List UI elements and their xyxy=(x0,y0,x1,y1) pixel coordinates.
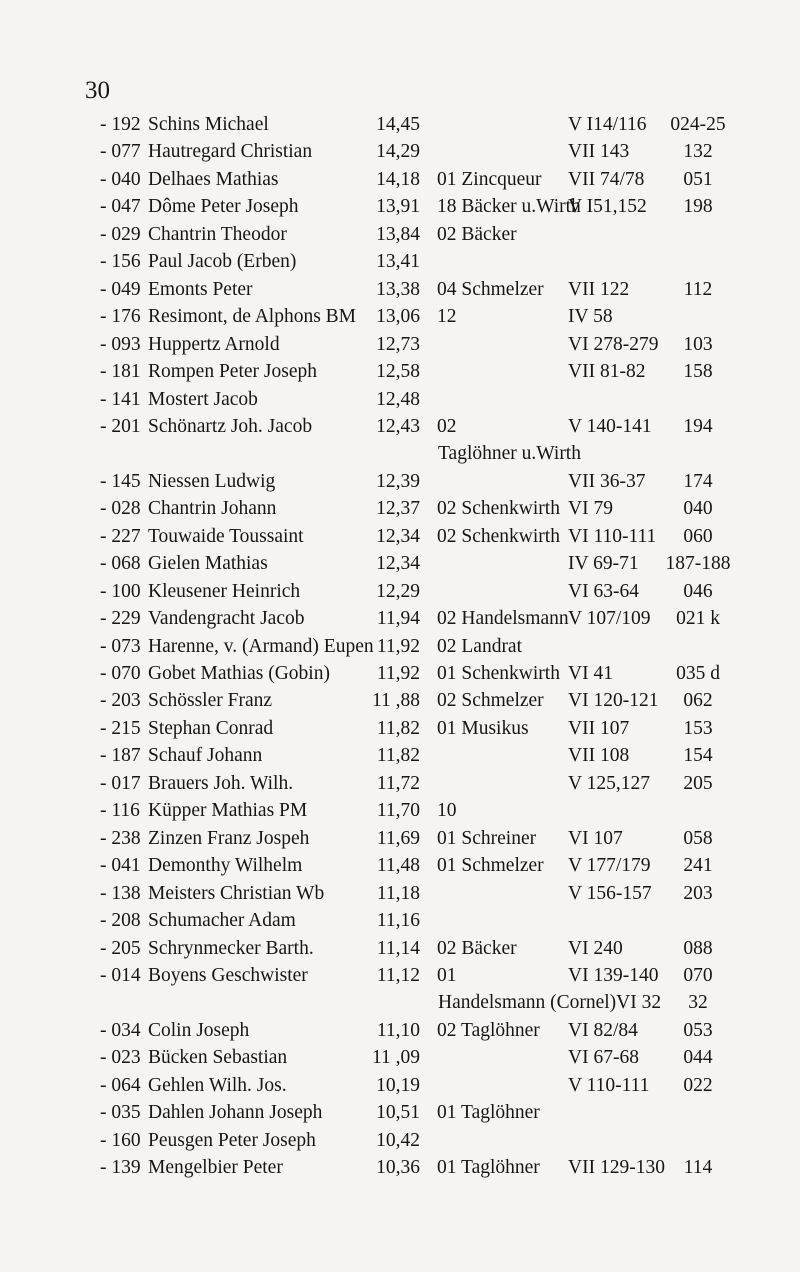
entry-value: 10,19 xyxy=(376,1074,420,1096)
entry-reference: VI 110-111 xyxy=(568,525,657,547)
entry-reference: VI 107 xyxy=(568,827,623,849)
entry-value: 12,34 xyxy=(376,553,420,575)
entry-occupation: 02 Schenkwirth xyxy=(437,525,560,547)
entry-reference: VI 139-140 xyxy=(568,964,659,986)
entry-name: Mengelbier Peter xyxy=(148,1157,283,1179)
entry-value: 12,58 xyxy=(376,361,420,383)
entry-number: - 064 xyxy=(100,1074,141,1096)
entry-code: 070 xyxy=(683,964,713,986)
entry-occupation: 18 Bäcker u.Wirth xyxy=(437,196,581,218)
entry-reference: V I14/116 xyxy=(568,114,647,135)
entry-occupation: 02 Landrat xyxy=(437,635,523,657)
entry-note: Taglöhner u.Wirth xyxy=(438,443,581,465)
entry-name: Harenne, v. (Armand) Eupen xyxy=(148,635,374,657)
entry-number: - 049 xyxy=(100,278,141,300)
entry-reference: VII 129-130 xyxy=(568,1157,665,1179)
entry-name: Niessen Ludwig xyxy=(148,470,276,492)
entry-reference: IV 69-71 xyxy=(568,553,639,575)
entry-number: - 192 xyxy=(100,114,141,135)
entry-code: 051 xyxy=(683,168,713,190)
entry-reference: VII 74/78 xyxy=(568,168,645,190)
entry-value: 10,36 xyxy=(376,1157,420,1179)
entry-reference: V 156-157 xyxy=(568,882,652,904)
entry-name: Touwaide Toussaint xyxy=(148,525,304,547)
entry-value: 11,14 xyxy=(376,937,420,959)
entry-occupation: 01 Musikus xyxy=(437,717,529,739)
entry-occupation: 10 xyxy=(437,800,457,822)
entry-number: - 208 xyxy=(100,910,141,932)
entry-number: - 077 xyxy=(100,141,141,163)
entry-value: 12,34 xyxy=(376,525,420,547)
entry-name: Delhaes Mathias xyxy=(148,168,279,190)
entry-row xyxy=(0,852,800,879)
entry-number: - 156 xyxy=(100,251,141,273)
entry-note: Handelsmann (Cornel)VI 32 xyxy=(438,992,662,1014)
entry-row xyxy=(0,550,800,577)
entry-row xyxy=(0,1127,800,1154)
entry-code: 194 xyxy=(683,415,713,437)
entry-value: 11,82 xyxy=(376,745,420,767)
entry-name: Gehlen Wilh. Jos. xyxy=(148,1074,287,1096)
entry-value: 11,10 xyxy=(376,1019,420,1041)
entry-code: 035 d xyxy=(676,663,720,684)
entry-value: 11,72 xyxy=(376,772,420,794)
entry-reference: VI 278-279 xyxy=(568,333,659,355)
entry-number: - 229 xyxy=(100,608,141,630)
entry-name: Schönartz Joh. Jacob xyxy=(148,415,313,437)
entry-row xyxy=(0,633,800,660)
entry-value: 13,91 xyxy=(376,196,420,218)
entry-number: - 203 xyxy=(100,690,141,712)
entry-occupation: 02 Bäcker xyxy=(437,937,517,959)
entry-row xyxy=(0,880,800,907)
entry-continuation-row xyxy=(0,989,800,1016)
entry-row xyxy=(0,1017,800,1044)
entry-reference: V 110-111 xyxy=(568,1074,650,1096)
entry-occupation: 02 Schenkwirth xyxy=(437,498,560,520)
entry-number: - 116 xyxy=(100,800,140,822)
entry-code: 154 xyxy=(683,745,713,767)
entry-number: - 141 xyxy=(100,388,141,410)
entry-occupation: 01 Taglöhner xyxy=(437,1102,540,1124)
entry-code: 022 xyxy=(683,1074,713,1096)
entry-name: Chantrin Theodor xyxy=(148,223,287,245)
entry-reference: VII 122 xyxy=(568,278,630,300)
entry-number: - 073 xyxy=(100,635,141,657)
entry-name: Stephan Conrad xyxy=(148,717,274,739)
entry-reference: V 177/179 xyxy=(568,855,651,877)
entry-name: Dahlen Johann Joseph xyxy=(148,1102,323,1124)
entry-code: 060 xyxy=(683,525,713,547)
entry-row xyxy=(0,523,800,550)
entry-name: Vandengracht Jacob xyxy=(148,608,305,630)
entry-name: Meisters Christian Wb xyxy=(148,882,325,904)
entry-value: 12,48 xyxy=(376,388,420,410)
entry-number: - 029 xyxy=(100,223,141,245)
entry-name: Emonts Peter xyxy=(148,278,253,300)
entry-number: - 145 xyxy=(100,470,141,492)
entry-name: Schauf Johann xyxy=(148,745,263,767)
entry-reference: VII 36-37 xyxy=(568,470,646,492)
entry-row xyxy=(0,605,800,632)
entry-value: 11,16 xyxy=(376,910,420,932)
entry-number: - 070 xyxy=(100,663,141,684)
entry-code: 103 xyxy=(683,333,713,355)
entry-occupation: 02 Handelsmann xyxy=(437,608,569,630)
entry-name: Schins Michael xyxy=(148,114,269,135)
entry-row xyxy=(0,386,800,413)
entry-value: 14,29 xyxy=(376,141,420,163)
entry-name: Brauers Joh. Wilh. xyxy=(148,772,294,794)
entry-name: Bücken Sebastian xyxy=(148,1047,288,1069)
entry-value: 12,39 xyxy=(376,470,420,492)
entry-code: 32 xyxy=(688,992,708,1014)
entry-row xyxy=(0,578,800,605)
entry-value: 14,18 xyxy=(376,168,420,190)
entry-number: - 041 xyxy=(100,855,141,877)
entry-number: - 201 xyxy=(100,415,141,437)
entry-row xyxy=(0,687,800,714)
entry-row xyxy=(0,1099,800,1126)
entry-reference: VII 143 xyxy=(568,141,630,163)
entry-code: 187-188 xyxy=(665,553,731,575)
entry-value: 13,84 xyxy=(376,223,420,245)
entry-value: 10,51 xyxy=(376,1102,420,1124)
entry-name: Dôme Peter Joseph xyxy=(148,196,299,218)
entry-name: Gielen Mathias xyxy=(148,553,268,575)
entry-number: - 176 xyxy=(100,306,141,328)
entry-name: Schumacher Adam xyxy=(148,910,296,932)
entry-row xyxy=(0,166,800,193)
entry-name: Mostert Jacob xyxy=(148,388,258,410)
entry-value: 14,45 xyxy=(376,114,420,135)
entry-reference: VI 63-64 xyxy=(568,580,639,602)
entry-number: - 160 xyxy=(100,1129,141,1151)
entry-row xyxy=(0,1044,800,1071)
entry-name: Kleusener Heinrich xyxy=(148,580,301,602)
entry-reference: V 125,127 xyxy=(568,772,650,794)
entry-name: Boyens Geschwister xyxy=(148,964,308,986)
entry-value: 10,42 xyxy=(376,1129,420,1151)
entry-occupation: 02 xyxy=(437,415,457,437)
entry-reference: VII 81-82 xyxy=(568,361,646,383)
entry-code: 058 xyxy=(683,827,713,849)
entry-reference: VI 41 xyxy=(568,663,613,684)
entry-code: 021 k xyxy=(676,608,720,630)
entry-reference: VI 67-68 xyxy=(568,1047,639,1069)
entry-value: 11,92 xyxy=(376,663,420,684)
entry-number: - 014 xyxy=(100,964,141,986)
entry-code: 241 xyxy=(683,855,713,877)
entry-row xyxy=(0,138,800,165)
entry-row xyxy=(0,248,800,275)
entry-value: 11 ,88 xyxy=(371,690,420,712)
entry-name: Gobet Mathias (Gobin) xyxy=(148,663,330,684)
entry-code: 024-25 xyxy=(670,114,726,135)
entry-row xyxy=(0,468,800,495)
entry-number: - 068 xyxy=(100,553,141,575)
entry-number: - 181 xyxy=(100,361,141,383)
entry-value: 11,18 xyxy=(376,882,420,904)
entry-value: 11,94 xyxy=(376,608,420,630)
entry-row xyxy=(0,797,800,824)
entry-name: Rompen Peter Joseph xyxy=(148,361,317,383)
entry-code: 174 xyxy=(683,470,713,492)
entry-value: 12,73 xyxy=(376,333,420,355)
entry-value: 11,48 xyxy=(376,855,420,877)
entry-row xyxy=(0,358,800,385)
entry-code: 132 xyxy=(683,141,713,163)
entry-occupation: 02 Bäcker xyxy=(437,223,517,245)
entry-code: 062 xyxy=(683,690,713,712)
entry-name: Demonthy Wilhelm xyxy=(148,855,303,877)
entry-number: - 034 xyxy=(100,1019,141,1041)
entry-number: - 215 xyxy=(100,717,141,739)
entry-row xyxy=(0,660,800,687)
entry-code: 203 xyxy=(683,882,713,904)
entry-value: 11,69 xyxy=(376,827,420,849)
entry-name: Peusgen Peter Joseph xyxy=(148,1129,316,1151)
entry-row xyxy=(0,331,800,358)
entry-reference: VI 79 xyxy=(568,498,613,520)
entry-row xyxy=(0,742,800,769)
entry-number: - 187 xyxy=(100,745,141,767)
entry-value: 13,41 xyxy=(376,251,420,273)
entry-code: 053 xyxy=(683,1019,713,1041)
entry-number: - 138 xyxy=(100,882,141,904)
entry-occupation: 02 Schmelzer xyxy=(437,690,544,712)
entry-reference: IV 58 xyxy=(568,306,613,328)
entry-value: 11,92 xyxy=(376,635,420,657)
entry-code: 088 xyxy=(683,937,713,959)
entry-value: 12,37 xyxy=(376,498,420,520)
entry-occupation: 02 Taglöhner xyxy=(437,1019,540,1041)
entry-name: Zinzen Franz Jospeh xyxy=(148,827,310,849)
entry-reference: V 140-141 xyxy=(568,415,652,437)
entry-row xyxy=(0,413,800,440)
entry-name: Colin Joseph xyxy=(148,1019,250,1041)
entry-value: 11,82 xyxy=(376,717,420,739)
entry-name: Huppertz Arnold xyxy=(148,333,280,355)
entry-value: 12,43 xyxy=(376,415,420,437)
entry-reference: VI 120-121 xyxy=(568,690,659,712)
entry-code: 153 xyxy=(683,717,713,739)
entry-row xyxy=(0,221,800,248)
entry-occupation: 01 xyxy=(437,964,457,986)
entry-number: - 100 xyxy=(100,580,141,602)
entry-occupation: 12 xyxy=(437,306,457,328)
entry-value: 13,06 xyxy=(376,306,420,328)
entry-number: - 040 xyxy=(100,168,141,190)
entry-name: Chantrin Johann xyxy=(148,498,277,520)
entry-reference: VII 107 xyxy=(568,717,630,739)
page-number: 30 xyxy=(85,77,110,104)
entry-reference: VI 240 xyxy=(568,937,623,959)
entry-occupation: 01 Zincqueur xyxy=(437,168,542,190)
entry-number: - 093 xyxy=(100,333,141,355)
entry-number: - 227 xyxy=(100,525,141,547)
entry-row xyxy=(0,303,800,330)
entry-row xyxy=(0,193,800,220)
entry-number: - 023 xyxy=(100,1047,141,1069)
entry-occupation: 01 Schmelzer xyxy=(437,855,544,877)
entry-number: - 028 xyxy=(100,498,141,520)
entry-name: Hautregard Christian xyxy=(148,141,313,163)
entry-code: 158 xyxy=(683,361,713,383)
entry-name: Schössler Franz xyxy=(148,690,273,712)
entry-name: Schrynmecker Barth. xyxy=(148,937,314,959)
entry-name: Resimont, de Alphons BM xyxy=(148,306,357,328)
entry-code: 046 xyxy=(683,580,713,602)
entry-reference: VI 82/84 xyxy=(568,1019,638,1041)
entry-code: 040 xyxy=(683,498,713,520)
entry-code: 198 xyxy=(683,196,713,218)
entry-reference: VII 108 xyxy=(568,745,630,767)
entry-occupation: 01 Schenkwirth xyxy=(437,663,560,684)
entry-row xyxy=(0,1154,800,1181)
entry-number: - 205 xyxy=(100,937,141,959)
entry-row xyxy=(0,715,800,742)
entry-reference: V 107/109 xyxy=(568,608,651,630)
entry-value: 11,70 xyxy=(376,800,420,822)
entry-occupation: 04 Schmelzer xyxy=(437,278,544,300)
entry-value: 13,38 xyxy=(376,278,420,300)
entry-number: - 139 xyxy=(100,1157,141,1179)
entry-row xyxy=(0,770,800,797)
entry-row xyxy=(0,276,800,303)
entry-code: 205 xyxy=(683,772,713,794)
entry-row xyxy=(0,495,800,522)
entry-occupation: 01 Schreiner xyxy=(437,827,537,849)
entry-number: - 017 xyxy=(100,772,141,794)
entry-row xyxy=(0,825,800,852)
entry-row xyxy=(0,907,800,934)
entry-code: 044 xyxy=(683,1047,713,1069)
entry-name: Paul Jacob (Erben) xyxy=(148,251,297,273)
entry-value: 12,29 xyxy=(376,580,420,602)
entry-continuation-row xyxy=(0,440,800,467)
entry-code: 114 xyxy=(683,1157,713,1179)
entry-value: 11,12 xyxy=(376,964,420,986)
entry-row xyxy=(0,935,800,962)
entry-code: 112 xyxy=(683,278,713,300)
entry-row xyxy=(0,1072,800,1099)
entry-number: - 238 xyxy=(100,827,141,849)
entry-row xyxy=(0,111,800,138)
entry-value: 11 ,09 xyxy=(371,1047,420,1069)
entry-reference: V I51,152 xyxy=(568,196,647,218)
entry-row xyxy=(0,962,800,989)
entry-number: - 047 xyxy=(100,196,141,218)
entry-occupation: 01 Taglöhner xyxy=(437,1157,540,1179)
entry-number: - 035 xyxy=(100,1102,141,1124)
entry-name: Küpper Mathias PM xyxy=(148,800,308,822)
